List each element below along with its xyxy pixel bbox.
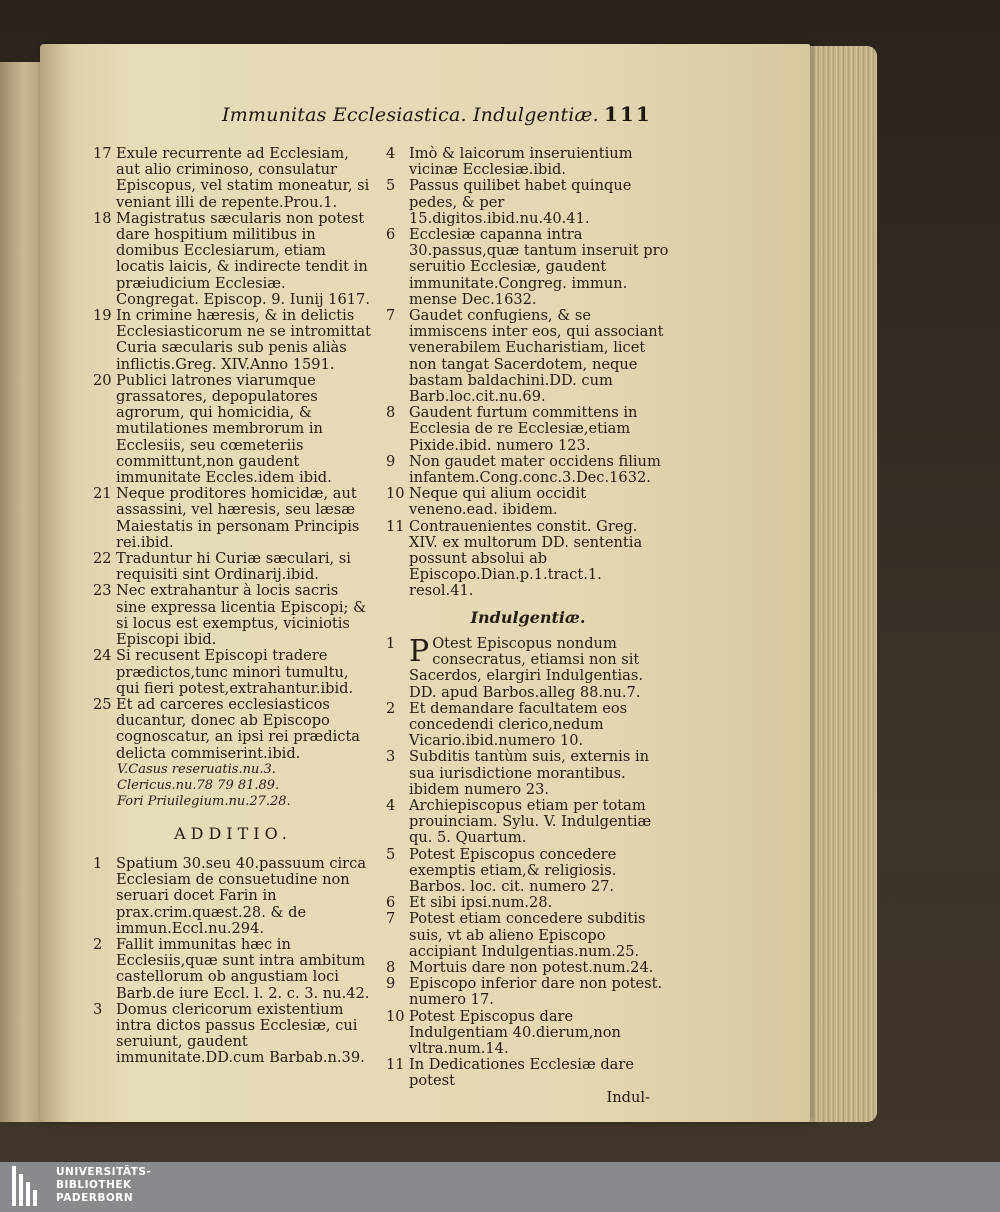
entry-number: 24 <box>93 647 112 665</box>
entry-number: 7 <box>386 910 396 928</box>
list-item <box>386 847 670 896</box>
list-item <box>93 856 373 937</box>
list-item <box>386 911 670 960</box>
entry-number: 9 <box>386 975 396 993</box>
entry-number: 8 <box>386 404 396 422</box>
entry-text: Gaudent furtum committens in Ecclesia de re Ecclesiæ,etiam Pixide.ibid. numero 123. <box>409 404 638 454</box>
entry-number: 17 <box>93 145 112 162</box>
cross-reference: V.Casus reseruatis.nu.3. <box>117 761 276 777</box>
list-item <box>386 798 670 847</box>
section-heading-additio: ADDITIO. <box>174 823 292 843</box>
entry-number: 11 <box>386 1056 405 1074</box>
library-logo-text <box>56 1166 151 1205</box>
list-item <box>386 960 670 976</box>
entry-number: 1 <box>93 854 103 872</box>
entry-text-body: Otest Episcopus nondum consecratus, etiamsi non sit Sacerdos, elargiri Indulgentias. DD. apud Barbos.alleg 88.nu.7. <box>409 634 643 701</box>
entry-text: In Dedicationes Ecclesiæ dare potest <box>409 1056 634 1090</box>
right-column <box>386 146 670 1106</box>
entry-text <box>409 633 670 701</box>
entry-number: 4 <box>386 145 396 162</box>
entry-text: Spatium 30.seu 40.passuum circa Ecclesiam de consuetudine non seruari docet Farin in prax.crim.quæst.28. & de immun.Eccl.nu.294. <box>116 854 367 937</box>
cross-reference: Clericus.nu.78 79 81.89. <box>117 777 280 793</box>
list-item <box>386 519 670 600</box>
entry-text: Imò & laicorum inseruientium vicinæ Ecclesiæ.ibid. <box>409 145 633 179</box>
entry-number: 25 <box>93 695 112 713</box>
entry-number: 7 <box>386 307 396 325</box>
entry-number: 8 <box>386 958 396 976</box>
list-item <box>386 405 670 454</box>
entry-text: Si recusent Episcopi tradere prædictos,tunc minori tumultu, qui fieri potest,extrahantur.ibid. <box>116 647 354 697</box>
logo-line: UNIVERSITÄTS- <box>56 1166 152 1178</box>
entry-number: 22 <box>93 550 112 568</box>
list-item <box>93 583 373 648</box>
list-item <box>93 648 373 697</box>
entry-text: Neque proditores homicidæ, aut assassini, vel hæresis, seu læsæ Maiestatis in personam Principis rei.ibid. <box>116 485 360 551</box>
entry-text: Potest Episcopus concedere exemptis etiam,& religiosis. Barbos. loc. cit. numero 27. <box>409 845 617 895</box>
entry-number: 11 <box>386 517 405 535</box>
cross-references <box>93 762 373 810</box>
entry-number: 10 <box>386 1007 405 1025</box>
entry-text: Subditis tantùm suis, externis in sua iurisdictione morantibus. ibidem numero 23. <box>409 748 650 798</box>
list-item <box>93 551 373 583</box>
page-number: 111 <box>604 102 652 126</box>
entry-number: 20 <box>93 371 112 389</box>
list-item <box>386 146 670 178</box>
entry-text: Magistratus sæcularis non potest dare hospitium militibus in domibus Ecclesiarum, etiam locatis laicis, & indirecte tendit in præiudicium Ecclesiæ. Congregat. Episcop. 9. Iunij 1617. <box>116 209 370 308</box>
entry-text: Ecclesiæ capanna intra 30.passus,quæ tantum inseruit pro seruitio Ecclesiæ, gaudent immunitate.Congreg. immun. mense Dec.1632. <box>409 226 669 308</box>
entry-text: Et demandare facultatem eos concedendi clerico,nedum Vicario.ibid.numero 10. <box>409 699 628 750</box>
entry-text: Domus clericorum existentium intra dictos passus Ecclesiæ, cui seruiunt, gaudent immunitate.DD.cum Barbab.n.39. <box>116 1000 365 1067</box>
entry-text: Nec extrahantur à locis sacris sine expressa licentia Episcopi; & si locus est exemptus, viciniotis Episcopi ibid. <box>116 582 367 649</box>
entry-text: Fallit immunitas hæc in Ecclesiis,quæ sunt intra ambitum castellorum ob angustiam loci Barb.de iure Eccl. l. 2. c. 3. nu.42. <box>116 935 370 1002</box>
section-heading-indulgentiae: Indulgentiæ. <box>470 607 586 627</box>
entry-text: Et ad carceres ecclesiasticos ducantur, donec ab Episcopo cognoscatur, an ipsi rei prædicta delicta commiserint.ibid. <box>116 695 361 762</box>
cross-reference: Fori Priuilegium.nu.27.28. <box>117 793 291 809</box>
entry-number: 4 <box>386 796 396 814</box>
entry-text: Passus quilibet habet quinque pedes, & per 15.digitos.ibid.nu.40.41. <box>409 177 632 227</box>
list-item <box>93 937 373 1002</box>
list-item <box>386 749 670 798</box>
catchword: Indul- <box>606 1088 650 1106</box>
list-item <box>93 373 373 486</box>
entry-text: Archiepiscopus etiam per totam prouinciam. Sylu. V. Indulgentiæ qu. 5. Quartum. <box>409 796 652 847</box>
entry-number: 6 <box>386 226 396 244</box>
list-item <box>93 1002 373 1067</box>
entry-text: Traduntur hi Curiæ sæculari, si requisiti sint Ordinarij.ibid. <box>116 550 351 584</box>
logo-line: PADERBORN <box>56 1192 134 1204</box>
list-item <box>386 308 670 405</box>
entry-text: In crimine hæresis, & in delictis Ecclesiasticorum ne se intromittat Curia sæcularis sub penis aliàs inflictis.Greg. XIV.Anno 1591. <box>116 307 371 373</box>
entry-number: 23 <box>93 582 112 600</box>
list-item <box>386 178 670 227</box>
entry-number: 2 <box>93 935 103 953</box>
entry-number: 19 <box>93 307 112 325</box>
entry-number: 6 <box>386 894 396 912</box>
left-column <box>93 146 373 1067</box>
logo-line: BIBLIOTHEK <box>56 1179 132 1191</box>
list-item <box>93 211 373 308</box>
entry-number: 1 <box>386 634 396 652</box>
entry-text: Potest etiam concedere subditis suis, vt ab alieno Episcopo accipiant Indulgentias.num.25. <box>409 910 646 960</box>
entry-number: 21 <box>93 485 112 503</box>
list-item <box>93 146 373 211</box>
entry-number: 5 <box>386 845 396 863</box>
list-item <box>93 308 373 373</box>
library-logo-icon <box>12 1166 40 1206</box>
list-item <box>386 454 670 486</box>
list-item <box>93 486 373 551</box>
entry-number: 10 <box>386 485 405 503</box>
entry-text: Episcopo inferior dare non potest. numero 17. <box>409 975 663 1009</box>
entry-number: 3 <box>386 748 396 766</box>
library-footer-bar <box>0 1162 1000 1212</box>
list-item <box>386 227 670 308</box>
list-item <box>386 976 670 1008</box>
list-item <box>386 486 670 518</box>
entry-text: Neque qui alium occidit veneno.ead. ibidem. <box>409 485 587 519</box>
entry-text: Potest Episcopus dare Indulgentiam 40.dierum,non vltra.num.14. <box>409 1007 621 1057</box>
entry-text: Exule recurrente ad Ecclesiam, aut alio criminoso, consulatur Episcopus, vel statim moneatur, si veniant illi de repente.Prou.1. <box>116 145 370 211</box>
drop-capital: P <box>409 633 430 669</box>
entry-number: 9 <box>386 452 396 470</box>
list-item <box>386 1057 670 1089</box>
entry-text: Mortuis dare non potest.num.24. <box>409 958 654 976</box>
list-item <box>386 701 670 750</box>
entry-text: Non gaudet mater occidens filium infantem.Cong.conc.3.Dec.1632. <box>409 452 661 487</box>
entry-number: 3 <box>93 1000 103 1018</box>
entry-text: Et sibi ipsi.num.28. <box>409 894 553 912</box>
entry-text: Gaudet confugiens, & se immiscens inter eos, qui associant venerabilem Eucharistiam, licet non tangat Sacerdotem, neque bastam baldachini.DD. cum Barb.loc.cit.nu.69. <box>409 307 664 406</box>
list-item <box>386 633 670 701</box>
running-head: Immunitas Ecclesiastica. Indulgentiæ. <box>222 104 599 126</box>
list-item <box>386 895 670 911</box>
entry-number: 5 <box>386 177 396 195</box>
list-item <box>93 697 373 762</box>
list-item <box>386 1009 670 1058</box>
entry-text: Contrauenientes constit. Greg. XIV. ex multorum DD. sententia possunt absolui ab Episcopo.Dian.p.1.tract.1. resol.41. <box>409 517 643 600</box>
entry-number: 18 <box>93 209 112 227</box>
entry-text: Publici latrones viarumque grassatores, depopulatores agrorum, qui homicidia, & mutilationes membrorum in Ecclesiis, seu cœmeteriis committunt,non gaudent immunitate Eccles.idem ibid. <box>116 371 332 487</box>
entry-number: 2 <box>386 699 396 717</box>
